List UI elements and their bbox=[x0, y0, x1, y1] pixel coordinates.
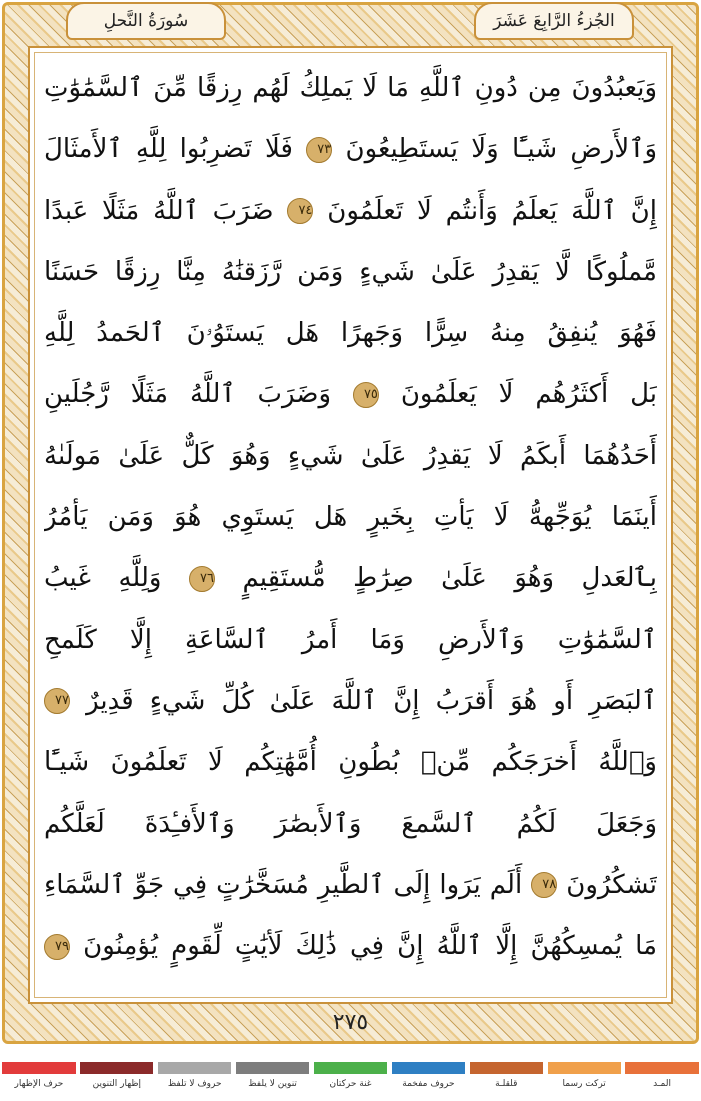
legend-color-bar bbox=[236, 1062, 309, 1074]
surah-title: سُورَةُ النَّحلِ bbox=[66, 2, 226, 40]
line-12: وَٱللَّهُ أَخرَجَكُم مِّنۢ بُطُونِ أُمَّهَٰتِكُم لَا تَعلَمُونَ شَيـًٔا bbox=[44, 747, 657, 778]
legend-color-bar bbox=[314, 1062, 387, 1074]
legend-color-bar bbox=[2, 1062, 75, 1074]
legend-item: حروف لا تلفظ bbox=[156, 1062, 234, 1101]
ayah-marker: ٧٣ bbox=[306, 137, 332, 163]
line-5: فَهُوَ يُنفِقُ مِنهُ سِرًّا وَجَهرًا هَل يَستَوُۥنَ ٱلحَمدُ لِلَّهِ bbox=[44, 318, 657, 349]
line-9: بِٱلعَدلِ وَهُوَ عَلَىٰ صِرَٰطٍ مُّستَقِيمٍ ٧٦ وَلِلَّهِ غَيبُ bbox=[44, 563, 657, 594]
line-7: أَحَدُهُمَا أَبكَمُ لَا يَقدِرُ عَلَىٰ شَيءٍ وَهُوَ كَلٌّ عَلَىٰ مَولَىٰهُ bbox=[44, 440, 657, 471]
line-11: ٱلبَصَرِ أَو هُوَ أَقرَبُ إِنَّ ٱللَّهَ عَلَىٰ كُلِّ شَيءٍ قَدِيرٌ ٧٧ bbox=[44, 671, 657, 732]
legend-color-bar bbox=[392, 1062, 465, 1074]
ayah-marker: ٧٥ bbox=[353, 382, 379, 408]
legend-color-bar bbox=[470, 1062, 543, 1074]
line-4: مَّملُوكًا لَّا يَقدِرُ عَلَىٰ شَيءٍ وَمَن رَّزَقنَٰهُ مِنَّا رِزقًا حَسَنًا bbox=[44, 256, 657, 287]
legend-item: حرف الإظهار bbox=[0, 1062, 78, 1101]
ayah-marker: ٧٤ bbox=[287, 198, 313, 224]
line-13: وَجَعَلَ لَكُمُ ٱلسَّمعَ وَٱلأَبصَٰرَ وَٱلأَفـِٔدَةَ لَعَلَّكُم bbox=[44, 808, 657, 839]
legend-item: قلقلـة bbox=[467, 1062, 545, 1101]
ayah-marker: ٧٧ bbox=[44, 688, 70, 714]
legend-item: المـد bbox=[623, 1062, 701, 1101]
line-8: أَينَمَا يُوَجِّههُّ لَا يَأتِ بِخَيرٍ هَل يَستَوِي هُوَ وَمَن يَأمُرُ bbox=[44, 502, 657, 533]
page-number: ٢٧٥ bbox=[332, 1010, 369, 1035]
line-3: إِنَّ ٱللَّهَ يَعلَمُ وَأَنتُم لَا تَعلَمُونَ ٧٤ ضَرَبَ ٱللَّهُ مَثَلًا عَبدًا bbox=[44, 195, 657, 226]
juz-title: الجُزءُ الرَّابِعَ عَشَرَ bbox=[474, 2, 634, 40]
ayah-marker: ٧٩ bbox=[44, 934, 70, 960]
legend-color-bar bbox=[158, 1062, 231, 1074]
legend-item: حروف مفخمة bbox=[389, 1062, 467, 1101]
ayah-marker: ٧٦ bbox=[189, 566, 215, 592]
line-1: وَيَعبُدُونَ مِن دُونِ ٱللَّهِ مَا لَا يَملِكُ لَهُم رِزقًا مِّنَ ٱلسَّمَٰوَٰتِ bbox=[44, 73, 657, 103]
line-10: ٱلسَّمَٰوَٰتِ وَٱلأَرضِ وَمَا أَمرُ ٱلسَّاعَةِ إِلَّا كَلَمحِ bbox=[44, 624, 657, 655]
legend-color-bar bbox=[548, 1062, 621, 1074]
legend-color-bar bbox=[80, 1062, 153, 1074]
line-15: مَا يُمسِكُهُنَّ إِلَّا ٱللَّهُ إِنَّ فِي ذَٰلِكَ لَأيَٰتٍ لِّقَومٍ يُؤمِنُونَ ٧٩ bbox=[44, 916, 657, 977]
line-14: تَشكُرُونَ ٧٨ أَلَم يَرَوا إِلَى ٱلطَّيرِ مُسَخَّرَٰتٍ فِي جَوِّ ٱلسَّمَاءِ bbox=[44, 869, 657, 900]
ayah-marker: ٧٨ bbox=[531, 872, 557, 898]
line-2: وَٱلأَرضِ شَيـًٔا وَلَا يَستَطِيعُونَ ٧٣ فَلَا تَضرِبُوا لِلَّهِ ٱلأَمثَالَ bbox=[44, 134, 657, 165]
legend-color-bar bbox=[625, 1062, 698, 1074]
line-6: بَل أَكثَرُهُم لَا يَعلَمُونَ ٧٥ وَضَرَبَ ٱللَّهُ مَثَلًا رَّجُلَينِ bbox=[44, 379, 657, 410]
legend-item: تنوين لا يلفظ bbox=[234, 1062, 312, 1101]
legend-item: تركت رسما bbox=[545, 1062, 623, 1101]
quran-lines bbox=[44, 58, 657, 978]
tajweed-legend bbox=[0, 1062, 701, 1101]
legend-item: إظهار التنوين bbox=[78, 1062, 156, 1101]
legend-item: غنة حركتان bbox=[312, 1062, 390, 1101]
